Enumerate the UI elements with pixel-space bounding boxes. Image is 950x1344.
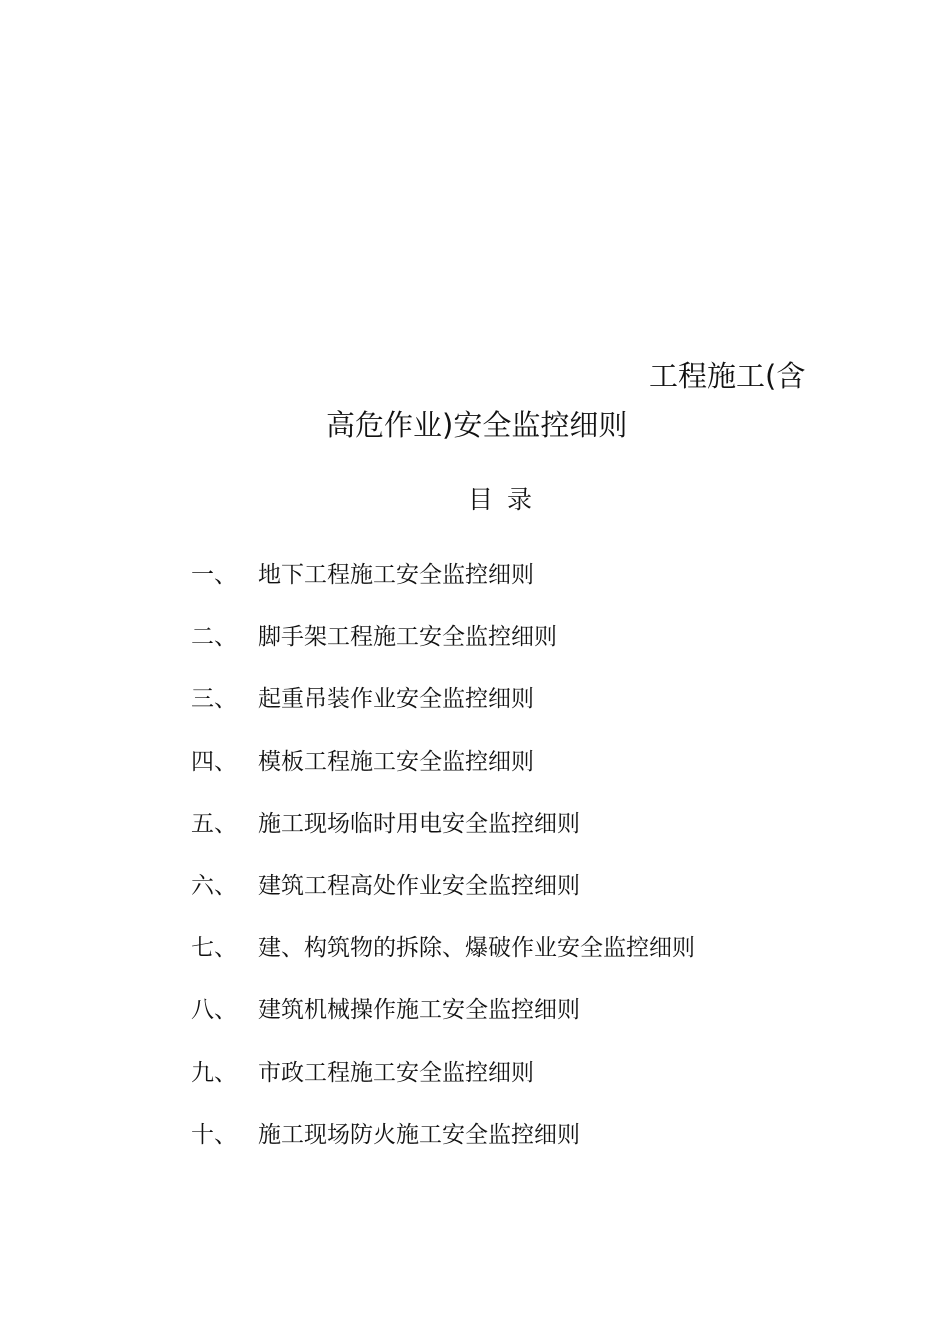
toc-item-title: 起重吊装作业安全监控细则 [258, 686, 534, 713]
toc-item [191, 558, 695, 620]
toc-item-title: 施工现场临时用电安全监控细则 [258, 810, 580, 837]
toc-item-number: 二、 [191, 624, 237, 651]
toc-item-title: 施工现场防火施工安全监控细则 [258, 1121, 580, 1148]
toc-item-number: 十、 [191, 1121, 237, 1148]
toc-item-number: 七、 [191, 935, 237, 962]
table-of-contents [191, 558, 695, 1180]
toc-heading: 目录 [468, 485, 547, 514]
toc-item-number: 六、 [191, 872, 237, 899]
toc-item-number: 九、 [191, 1059, 237, 1086]
toc-item [191, 1056, 695, 1118]
toc-item [191, 807, 695, 869]
toc-item-number: 八、 [191, 997, 237, 1024]
toc-item [191, 931, 695, 993]
toc-item-title: 建、构筑物的拆除、爆破作业安全监控细则 [258, 935, 695, 962]
toc-item-number: 一、 [191, 562, 237, 588]
toc-item-title: 脚手架工程施工安全监控细则 [258, 624, 557, 651]
toc-item-number: 五、 [191, 810, 237, 837]
toc-item [191, 993, 695, 1055]
toc-item-title: 市政工程施工安全监控细则 [258, 1059, 534, 1086]
toc-item-title: 建筑机械操作施工安全监控细则 [258, 997, 580, 1024]
toc-item [191, 745, 695, 807]
toc-item-number: 四、 [191, 748, 237, 775]
toc-item-title: 模板工程施工安全监控细则 [258, 748, 534, 775]
document-title-line-2: 高危作业)安全监控细则 [326, 408, 628, 442]
toc-item [191, 620, 695, 682]
toc-item [191, 1118, 695, 1180]
toc-item [191, 682, 695, 744]
toc-item-title: 建筑工程高处作业安全监控细则 [258, 872, 580, 899]
toc-item-number: 三、 [191, 686, 237, 713]
toc-item [191, 869, 695, 931]
document-title-line-1: 工程施工(含 [649, 359, 806, 393]
toc-item-title: 地下工程施工安全监控细则 [258, 562, 534, 588]
